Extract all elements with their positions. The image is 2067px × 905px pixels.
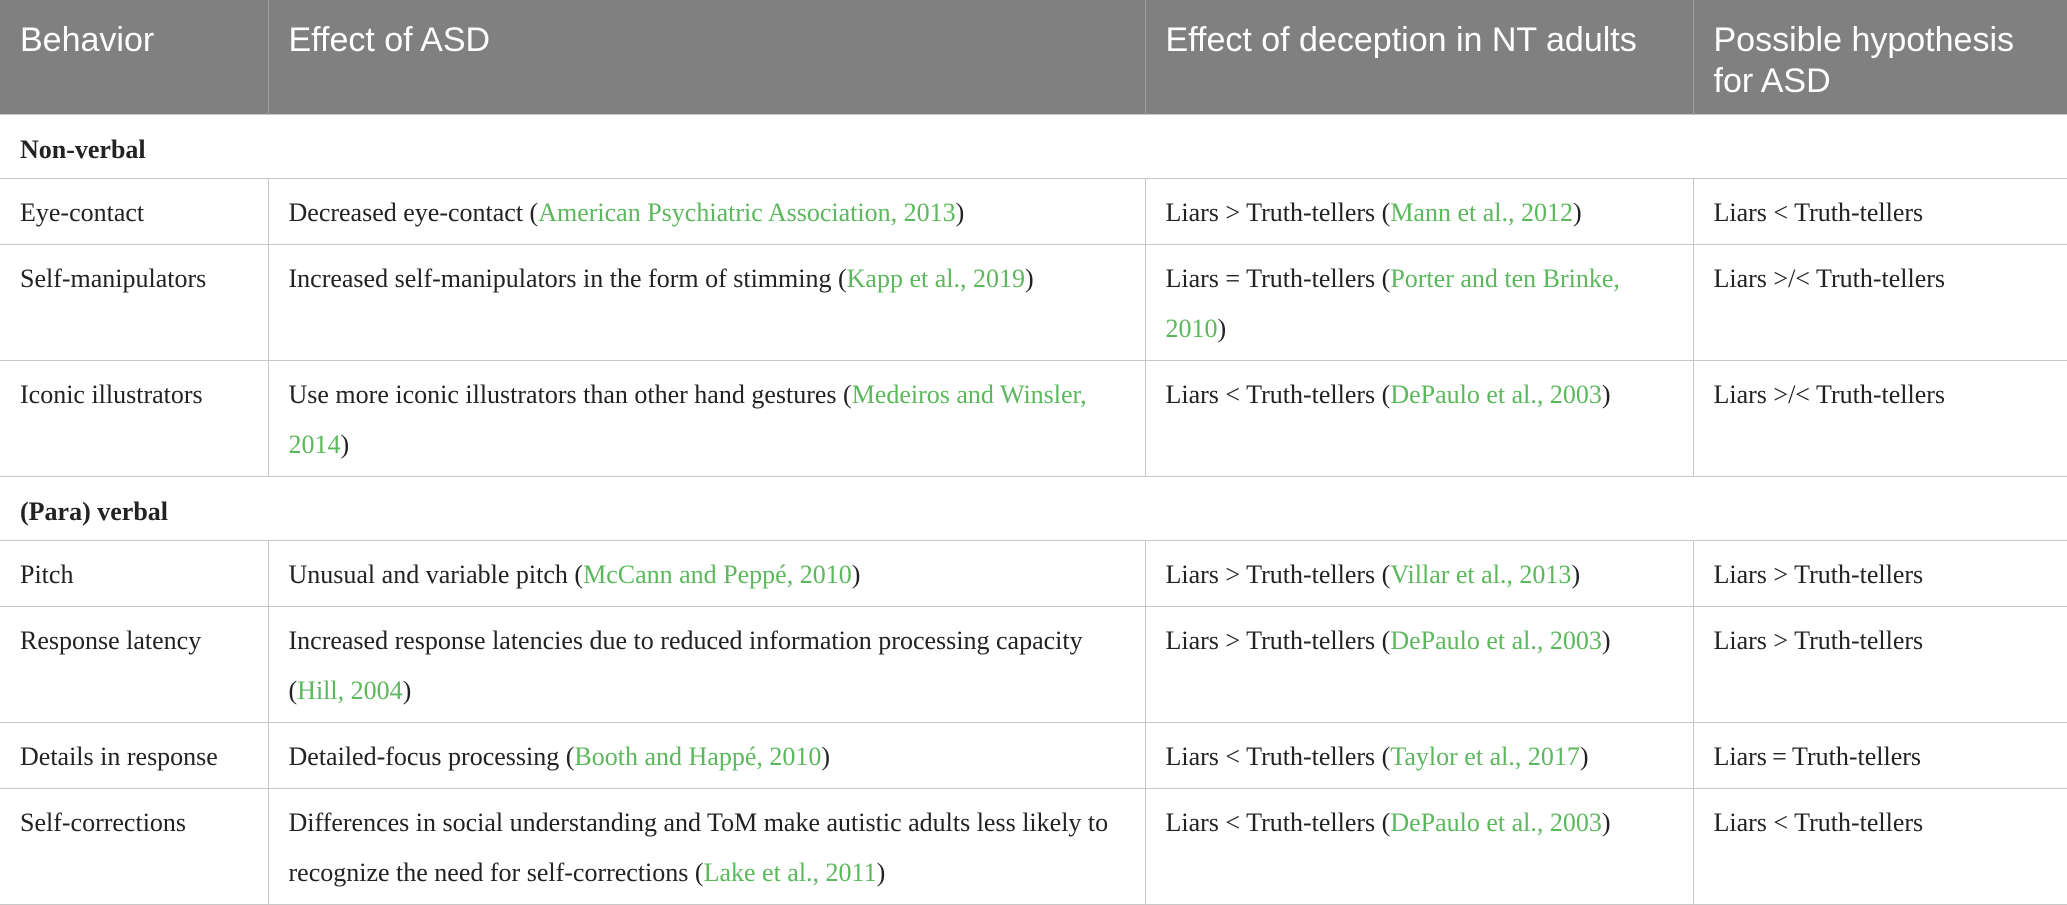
table-row xyxy=(0,541,2067,607)
nt-effect-cell: Liars < Truth-tellers (DePaulo et al., 2003) xyxy=(1145,361,1693,477)
nt-effect-cell: Liars > Truth-tellers (DePaulo et al., 2003) xyxy=(1145,607,1693,723)
citation-link[interactable]: DePaulo et al., 2003 xyxy=(1390,626,1602,655)
citation-link[interactable]: American Psychiatric Association, 2013 xyxy=(538,198,956,227)
nt-effect-cell: Liars < Truth-tellers (DePaulo et al., 2003) xyxy=(1145,789,1693,905)
citation-link[interactable]: DePaulo et al., 2003 xyxy=(1390,380,1602,409)
table-row xyxy=(0,245,2067,361)
hypothesis-cell: Liars >/< Truth-tellers xyxy=(1693,245,2067,361)
hypothesis-cell: Liars >/< Truth-tellers xyxy=(1693,361,2067,477)
citation-link[interactable]: Taylor et al., 2017 xyxy=(1390,742,1580,771)
asd-effect-cell: Increased response latencies due to reduced information processing capacity (Hill, 2004) xyxy=(268,607,1145,723)
header-behavior: Behavior xyxy=(0,0,268,115)
hypothesis-cell: Liars < Truth-tellers xyxy=(1693,179,2067,245)
citation-link[interactable]: Booth and Happé, 2010 xyxy=(574,742,822,771)
nt-effect-cell: Liars = Truth-tellers (Porter and ten Brinke, 2010) xyxy=(1145,245,1693,361)
header-hypothesis: Possible hypothesis for ASD xyxy=(1693,0,2067,115)
asd-effect-cell: Decreased eye-contact (American Psychiatric Association, 2013) xyxy=(268,179,1145,245)
citation-link[interactable]: Mann et al., 2012 xyxy=(1390,198,1573,227)
behavior-cell: Response latency xyxy=(0,607,268,723)
citation-link[interactable]: Villar et al., 2013 xyxy=(1390,560,1572,589)
citation-link[interactable]: Hill, 2004 xyxy=(297,676,403,705)
section-title: Non-verbal xyxy=(0,115,2067,179)
behavior-cell: Eye-contact xyxy=(0,179,268,245)
hypothesis-cell: Liars > Truth-tellers xyxy=(1693,541,2067,607)
header-effect-deception: Effect of deception in NT adults xyxy=(1145,0,1693,115)
citation-link[interactable]: DePaulo et al., 2003 xyxy=(1390,808,1602,837)
citation-link[interactable]: McCann and Peppé, 2010 xyxy=(583,560,852,589)
citation-link[interactable]: Lake et al., 2011 xyxy=(703,858,877,887)
nt-effect-cell: Liars < Truth-tellers (Taylor et al., 2017) xyxy=(1145,723,1693,789)
asd-effect-cell: Use more iconic illustrators than other hand gestures (Medeiros and Winsler, 2014) xyxy=(268,361,1145,477)
citation-link[interactable]: Medeiros and Winsler, 2014 xyxy=(288,380,1087,459)
asd-effect-cell: Differences in social understanding and ToM make autistic adults less likely to recognize the need for self-corrections (Lake et al., 2011) xyxy=(268,789,1145,905)
hypothesis-cell: Liars > Truth-tellers xyxy=(1693,607,2067,723)
asd-effect-cell: Unusual and variable pitch (McCann and Peppé, 2010) xyxy=(268,541,1145,607)
nt-effect-cell: Liars > Truth-tellers (Villar et al., 2013) xyxy=(1145,541,1693,607)
table-row xyxy=(0,361,2067,477)
section-row xyxy=(0,477,2067,541)
behavior-cell: Details in response xyxy=(0,723,268,789)
table-row xyxy=(0,723,2067,789)
table-row xyxy=(0,607,2067,723)
behavior-cell: Self-corrections xyxy=(0,789,268,905)
behavior-cell: Pitch xyxy=(0,541,268,607)
citation-link[interactable]: Kapp et al., 2019 xyxy=(846,264,1025,293)
section-title: (Para) verbal xyxy=(0,477,2067,541)
section-row xyxy=(0,115,2067,179)
citation-link[interactable]: Porter and ten Brinke, 2010 xyxy=(1165,264,1620,343)
behavior-cell: Iconic illustrators xyxy=(0,361,268,477)
table-row xyxy=(0,179,2067,245)
nt-effect-cell: Liars > Truth-tellers (Mann et al., 2012) xyxy=(1145,179,1693,245)
table-row xyxy=(0,789,2067,905)
asd-effect-cell: Increased self-manipulators in the form of stimming (Kapp et al., 2019) xyxy=(268,245,1145,361)
hypothesis-cell: Liars = Truth-tellers xyxy=(1693,723,2067,789)
behavior-cell: Self-manipulators xyxy=(0,245,268,361)
header-row xyxy=(0,0,2067,115)
header-effect-asd: Effect of ASD xyxy=(268,0,1145,115)
hypothesis-cell: Liars < Truth-tellers xyxy=(1693,789,2067,905)
asd-effect-cell: Detailed-focus processing (Booth and Happé, 2010) xyxy=(268,723,1145,789)
